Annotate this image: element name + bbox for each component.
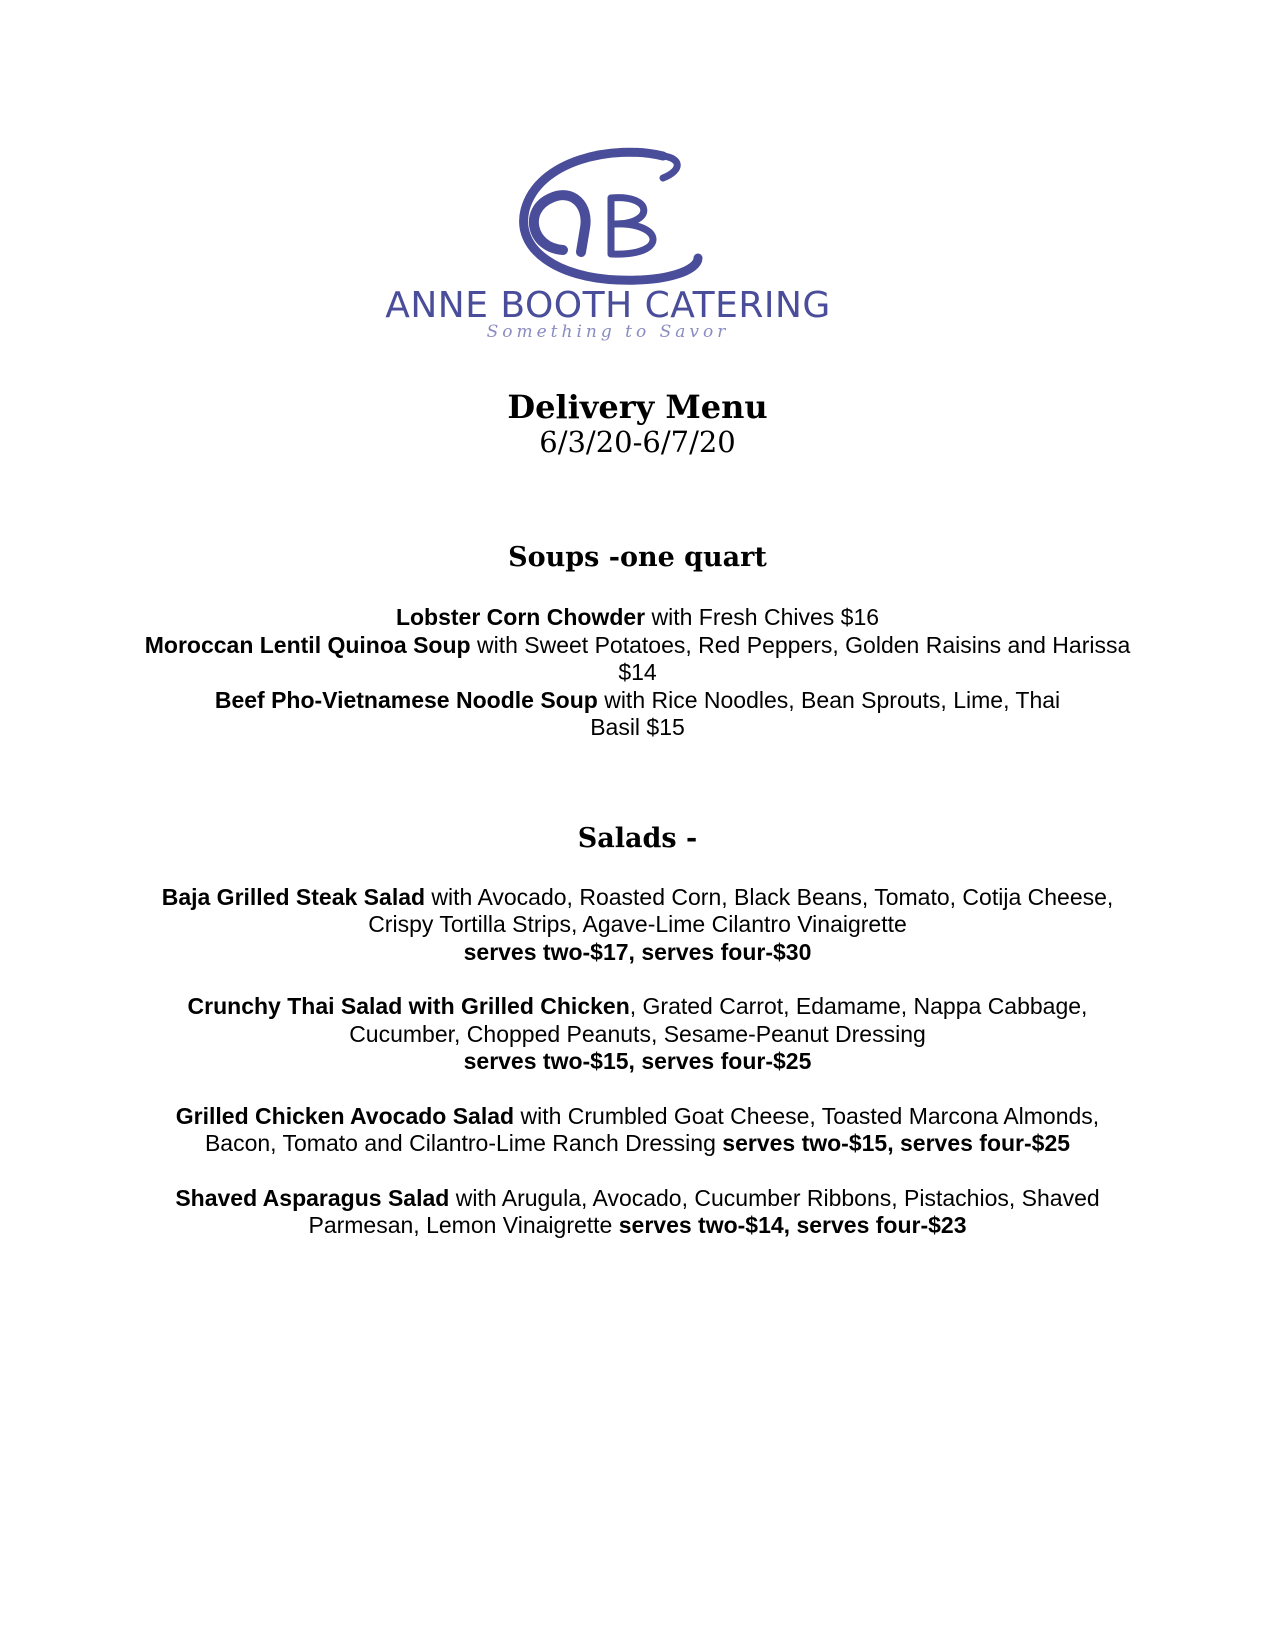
soup-name: Beef Pho-Vietnamese Noodle Soup bbox=[214, 687, 598, 713]
soup-item-moroccan bbox=[0, 631, 1275, 659]
salad-desc: Parmesan, Lemon Vinaigrette bbox=[308, 1212, 619, 1238]
brand-tagline: Something to Savor bbox=[486, 322, 730, 342]
salad-item-thai bbox=[0, 992, 1275, 1020]
salad-item-avocado-desc bbox=[0, 1129, 1275, 1157]
salad-price: serves two-$15, serves four-$25 bbox=[722, 1130, 1071, 1156]
soup-desc: with Fresh Chives $16 bbox=[645, 604, 880, 630]
salad-item-baja-price: serves two-$17, serves four-$30 bbox=[463, 939, 812, 965]
salad-item-thai-price: serves two-$15, serves four-$25 bbox=[463, 1048, 812, 1074]
salad-item-asparagus bbox=[0, 1184, 1275, 1212]
salad-desc: with Crumbled Goat Cheese, Toasted Marcona Almonds, bbox=[514, 1103, 1100, 1129]
menu-title: Delivery Menu bbox=[507, 388, 768, 426]
salad-item-baja bbox=[0, 883, 1275, 911]
salad-desc: Cucumber, Chopped Peanuts, Sesame-Peanut Dressing bbox=[349, 1021, 926, 1047]
menu-dates: 6/3/20-6/7/20 bbox=[539, 425, 736, 459]
soup-desc: with Sweet Potatoes, Red Peppers, Golden Raisins and Harissa bbox=[470, 632, 1131, 658]
soup-desc: with Rice Noodles, Bean Sprouts, Lime, Thai bbox=[597, 687, 1061, 713]
salad-name: Crunchy Thai Salad with Grilled Chicken bbox=[187, 993, 630, 1019]
salad-desc: Crispy Tortilla Strips, Agave-Lime Cilantro Vinaigrette bbox=[368, 911, 907, 937]
salad-price: serves two-$14, serves four-$23 bbox=[618, 1212, 967, 1238]
soup-name: Moroccan Lentil Quinoa Soup bbox=[144, 632, 471, 658]
soup-desc: Basil $15 bbox=[590, 714, 685, 740]
soup-name: Lobster Corn Chowder bbox=[395, 604, 646, 630]
salad-desc: Bacon, Tomato and Cilantro-Lime Ranch Dressing bbox=[204, 1130, 723, 1156]
salad-item-baja-desc bbox=[0, 910, 1275, 938]
soup-desc: $14 bbox=[618, 659, 657, 685]
salad-desc: , Grated Carrot, Edamame, Nappa Cabbage, bbox=[629, 993, 1088, 1019]
salad-name: Grilled Chicken Avocado Salad bbox=[175, 1103, 515, 1129]
salad-item-thai-desc bbox=[0, 1020, 1275, 1048]
salad-item-avocado bbox=[0, 1102, 1275, 1130]
salad-item-asparagus-desc bbox=[0, 1211, 1275, 1239]
soup-item-pho bbox=[0, 686, 1275, 714]
soup-item-lobster bbox=[0, 603, 1275, 631]
salad-desc: with Arugula, Avocado, Cucumber Ribbons, Pistachios, Shaved bbox=[449, 1185, 1100, 1211]
salad-name: Baja Grilled Steak Salad bbox=[161, 884, 426, 910]
soup-item-pho-price bbox=[0, 713, 1275, 741]
salad-desc: with Avocado, Roasted Corn, Black Beans, Tomato, Cotija Cheese, bbox=[425, 884, 1114, 910]
logo-monogram bbox=[363, 137, 853, 290]
brand-name: ANNE BOOTH CATERING bbox=[385, 285, 831, 326]
soup-item-moroccan-price bbox=[0, 658, 1275, 686]
soups-heading: Soups -one quart bbox=[508, 542, 767, 573]
logo-monogram-text: AB bbox=[363, 137, 385, 154]
salad-name: Shaved Asparagus Salad bbox=[175, 1185, 450, 1211]
salads-heading: Salads - bbox=[577, 823, 698, 854]
